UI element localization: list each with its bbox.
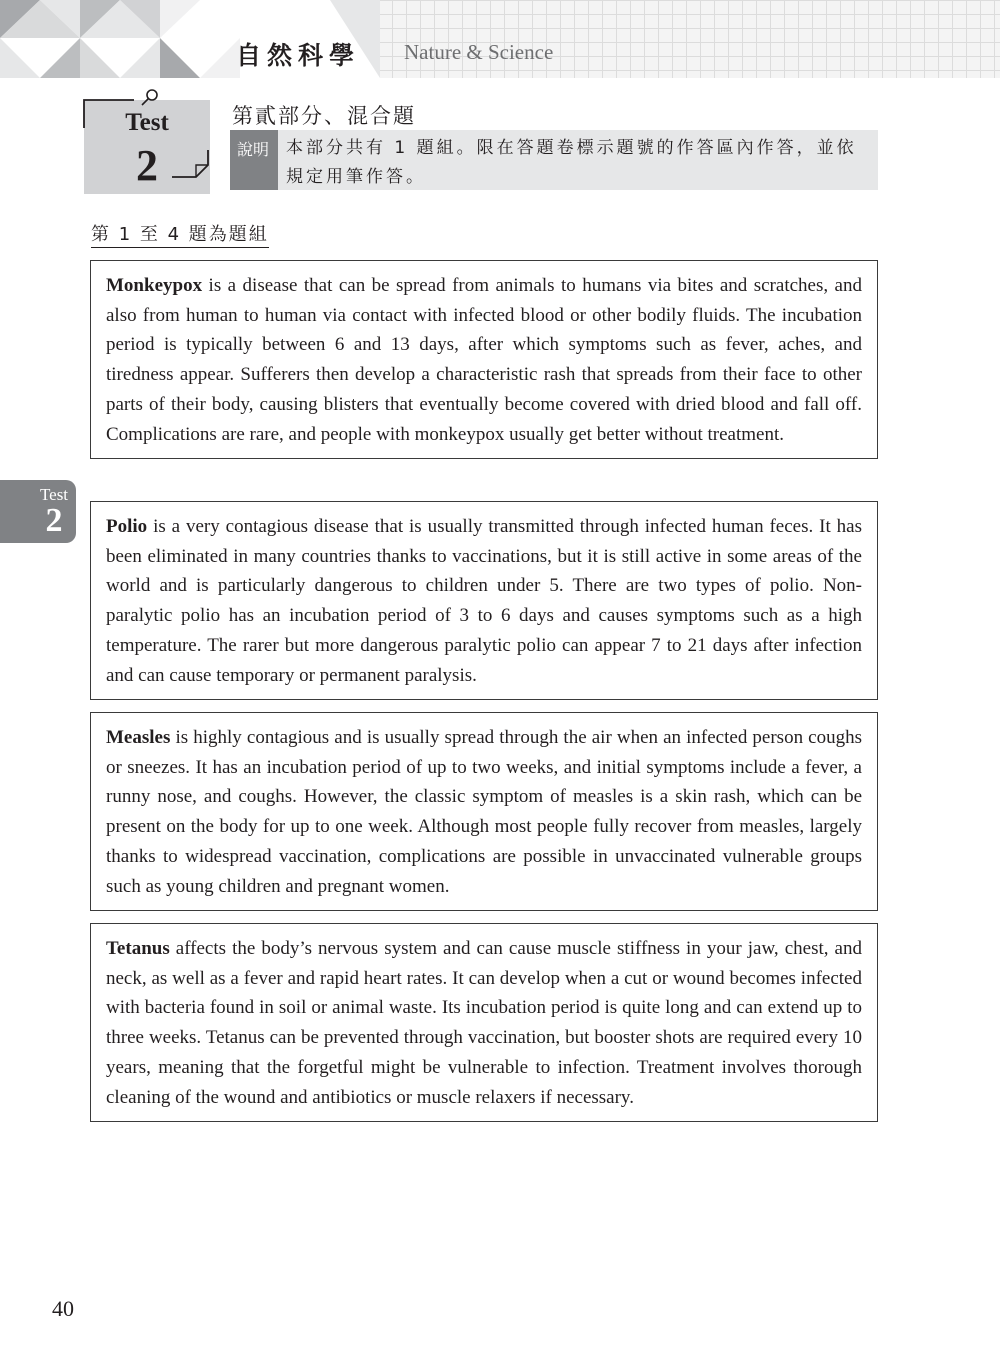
instruction-label-box bbox=[230, 130, 278, 190]
instruction-text: 本部分共有 1 題組。限在答題卷標示題號的作答區內作答，並依規定用筆作答。 bbox=[286, 138, 857, 187]
passage-polio bbox=[90, 501, 878, 700]
test-badge-word: Test bbox=[125, 109, 169, 136]
passage-text: is a very contagious disease that is usually transmitted through infected human feces. It has been eliminated in many countries thanks to vaccinations, but it is still active in some areas of the world and is particularly dangerous to children under 5. There are two types of polio. Non-paralytic polio has an incubation period of 3 to 6 days and causes symptoms such as a high temperature. The rarer but more dangerous paralytic polio can appear 7 to 21 days after infection and can cause temporary or permanent paralysis. bbox=[106, 516, 862, 686]
passage-tetanus bbox=[90, 923, 878, 1122]
passage-term: Measles bbox=[106, 727, 171, 748]
header-title-zh: 自然科學 bbox=[236, 41, 361, 70]
section-title: 第貳部分、混合題 bbox=[232, 104, 416, 128]
test-badge-number: 2 bbox=[136, 141, 158, 190]
header-title-en: Nature & Science bbox=[404, 40, 554, 64]
side-tab-word: Test bbox=[39, 485, 69, 504]
header-band bbox=[0, 0, 1000, 78]
page-number: 40 bbox=[52, 1296, 74, 1321]
test-badge bbox=[84, 100, 210, 194]
passage-term: Monkeypox bbox=[106, 275, 203, 296]
passage-term: Tetanus bbox=[106, 938, 170, 959]
passage-text: is a disease that can be spread from animals to humans via bites and scratches, and also from human to human via contact with infected blood or other bodily fluids. The incubation period is typically between 6 and 13 days, after which symptoms such as fever, aches, and tiredness appear. Sufferers then develop a characteristic rash that spreads from their face to other parts of their body, causing blisters that eventually become covered with dried blood and fall off. Complications are rare, and people with monkeypox usually get better without treatment. bbox=[106, 275, 862, 445]
passage-term: Polio bbox=[106, 516, 148, 537]
side-tab-number: 2 bbox=[45, 502, 63, 539]
passage-text: is highly contagious and is usually spread through the air when an infected person coughs or sneezes. It has an incubation period of up to two weeks, and initial symptoms include a fever, a runny nose, and coughs. However, the classic symptom of measles is a skin rash, which can be present on the body for up to one week. Although most people fully recover from measles, largely thanks to widespread vaccination, complications are possible in unvaccinated vulnerable groups such as young children and pregnant women. bbox=[106, 727, 862, 897]
passage-measles bbox=[90, 712, 878, 911]
passage-text: affects the body’s nervous system and can cause muscle stiffness in your jaw, chest, and neck, as well as a fever and rapid heart rates. It can develop when a cut or wound becomes infected with bacteria found in soil or animal waste. Its incubation period is quite long and can extend up to three weeks. Tetanus can be prevented through vaccination, but booster shots are required every 10 years, meaning that the forgetful might be vulnerable to infection. Treatment involves thorough cleaning of the wound and antibiotics or muscle relaxers if necessary. bbox=[106, 938, 862, 1108]
instruction-label: 說明 bbox=[237, 140, 270, 159]
question-group-label: 第 1 至 4 題為題組 bbox=[91, 220, 269, 248]
side-tab bbox=[0, 480, 76, 543]
passage-monkeypox bbox=[90, 260, 878, 459]
instruction-bar bbox=[230, 130, 878, 190]
